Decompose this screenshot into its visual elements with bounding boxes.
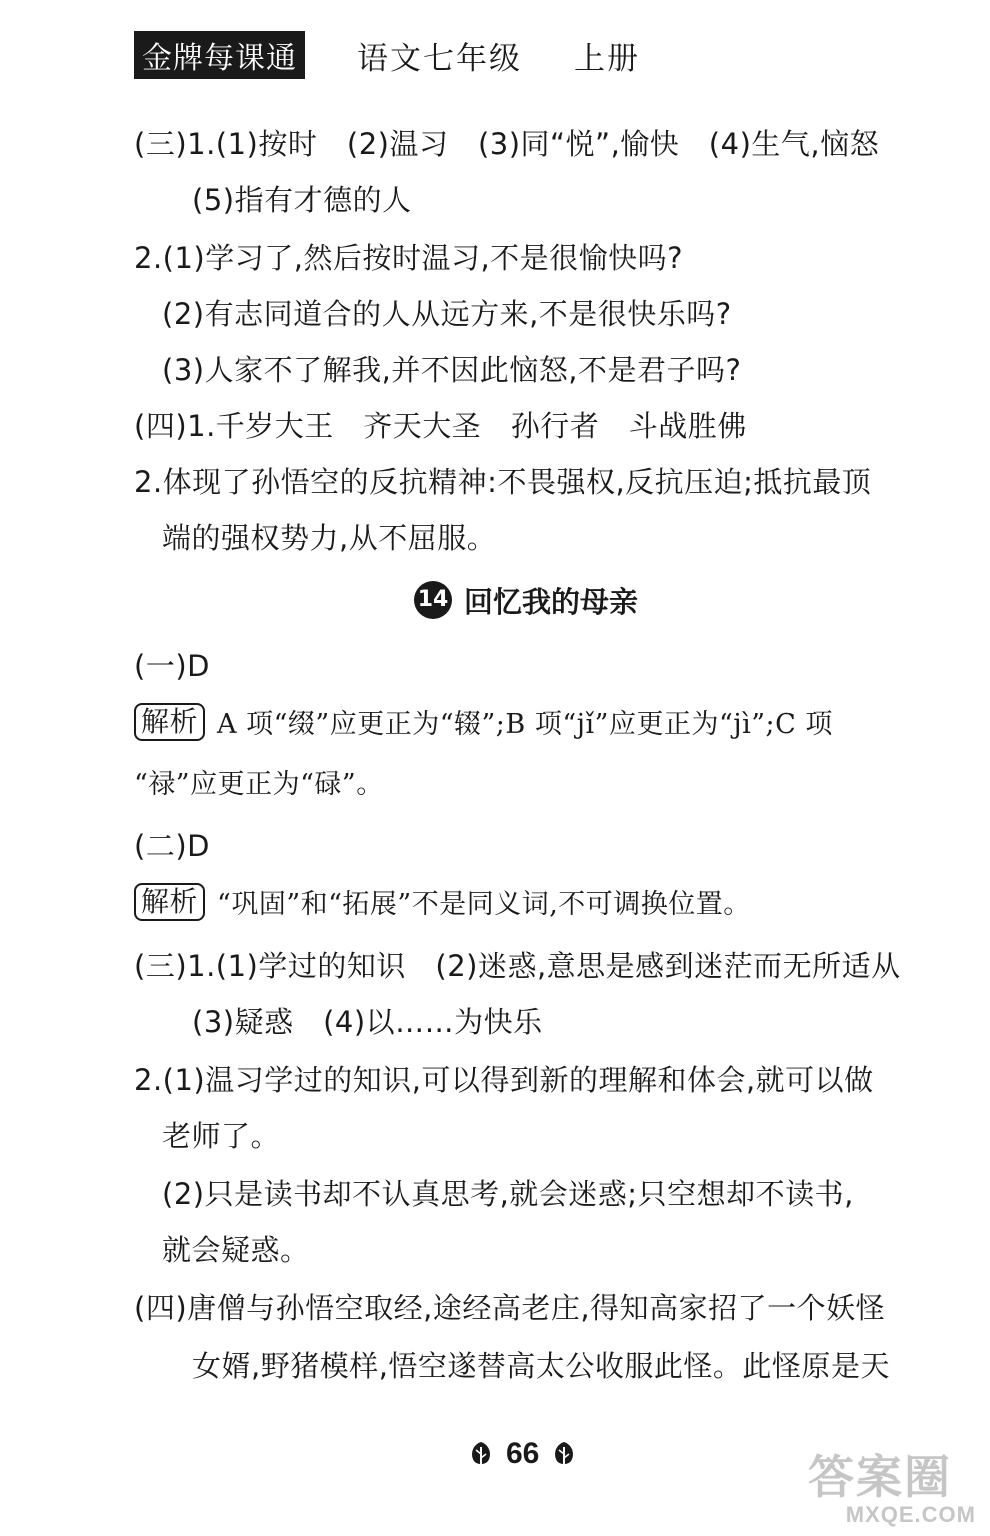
brand-label: 金牌每课通 [134, 31, 305, 79]
answer-line-4: (2)有志同道合的人从远方来,不是很快乐吗? [162, 297, 732, 331]
leaf-icon [549, 1439, 579, 1469]
answer-line-5: (3)人家不了解我,并不因此恼怒,不是君子吗? [162, 353, 742, 387]
explanation-text-cont: “禄”应更正为“碌”。 [134, 769, 384, 800]
answer-line-7: 2.体现了孙悟空的反抗精神:不畏强权,反抗压迫;抵抗最顶 [134, 465, 872, 499]
leaf-icon [466, 1439, 496, 1469]
answer-three-2a: 2.(1)温习学过的知识,可以得到新的理解和体会,就可以做 [134, 1063, 874, 1097]
page-header [134, 32, 640, 78]
explanation-text: “巩固”和“拓展”不是同义词,不可调换位置。 [217, 889, 751, 920]
explanation-text: A 项“缀”应更正为“辍”;B 项“jǐ”应更正为“jì”;C 项 [217, 709, 833, 740]
answer-three-2d: 就会疑惑。 [162, 1233, 310, 1267]
answer-three-1b: (3)疑惑 (4)以……为快乐 [192, 1005, 543, 1039]
lesson-number-badge: 14 [414, 581, 452, 619]
watermark [808, 1452, 980, 1530]
answer-line-1: (三)1.(1)按时 (2)温习 (3)同“悦”,愉快 (4)生气,恼怒 [134, 127, 880, 161]
page-number: 66 [506, 1437, 540, 1470]
answer-line-6: (四)1.千岁大王 齐天大圣 孙行者 斗战胜佛 [134, 409, 747, 443]
explanation-1 [134, 702, 833, 741]
lesson-title: 回忆我的母亲 [464, 584, 639, 619]
section-title [414, 578, 638, 622]
answer-four-a: (四)唐僧与孙悟空取经,途经高老庄,得知高家招了一个妖怪 [134, 1291, 886, 1325]
answer-two: (二)D [134, 829, 210, 863]
watermark-en: MXQE.COM [845, 1502, 976, 1527]
explanation-2 [134, 882, 751, 921]
answer-four-b: 女婿,野猪模样,悟空遂替高太公收服此怪。此怪原是天 [192, 1349, 890, 1383]
answer-line-2: (5)指有才德的人 [192, 183, 412, 217]
page-footer [466, 1434, 579, 1474]
answer-one: (一)D [134, 649, 210, 683]
explanation-label: 解析 [134, 883, 205, 921]
subject-label: 语文七年级 [357, 40, 522, 77]
answer-line-8: 端的强权势力,从不屈服。 [162, 521, 497, 555]
answer-three-2c: (2)只是读书却不认真思考,就会迷惑;只空想却不读书, [162, 1177, 854, 1211]
explanation-label: 解析 [134, 703, 205, 741]
answer-three-1: (三)1.(1)学过的知识 (2)迷惑,意思是感到迷茫而无所适从 [134, 949, 901, 983]
watermark-cn: 答案圈 [808, 1451, 952, 1503]
volume-label: 上册 [574, 40, 640, 77]
answer-line-3: 2.(1)学习了,然后按时温习,不是很愉快吗? [134, 241, 684, 275]
answer-three-2b: 老师了。 [162, 1119, 281, 1153]
